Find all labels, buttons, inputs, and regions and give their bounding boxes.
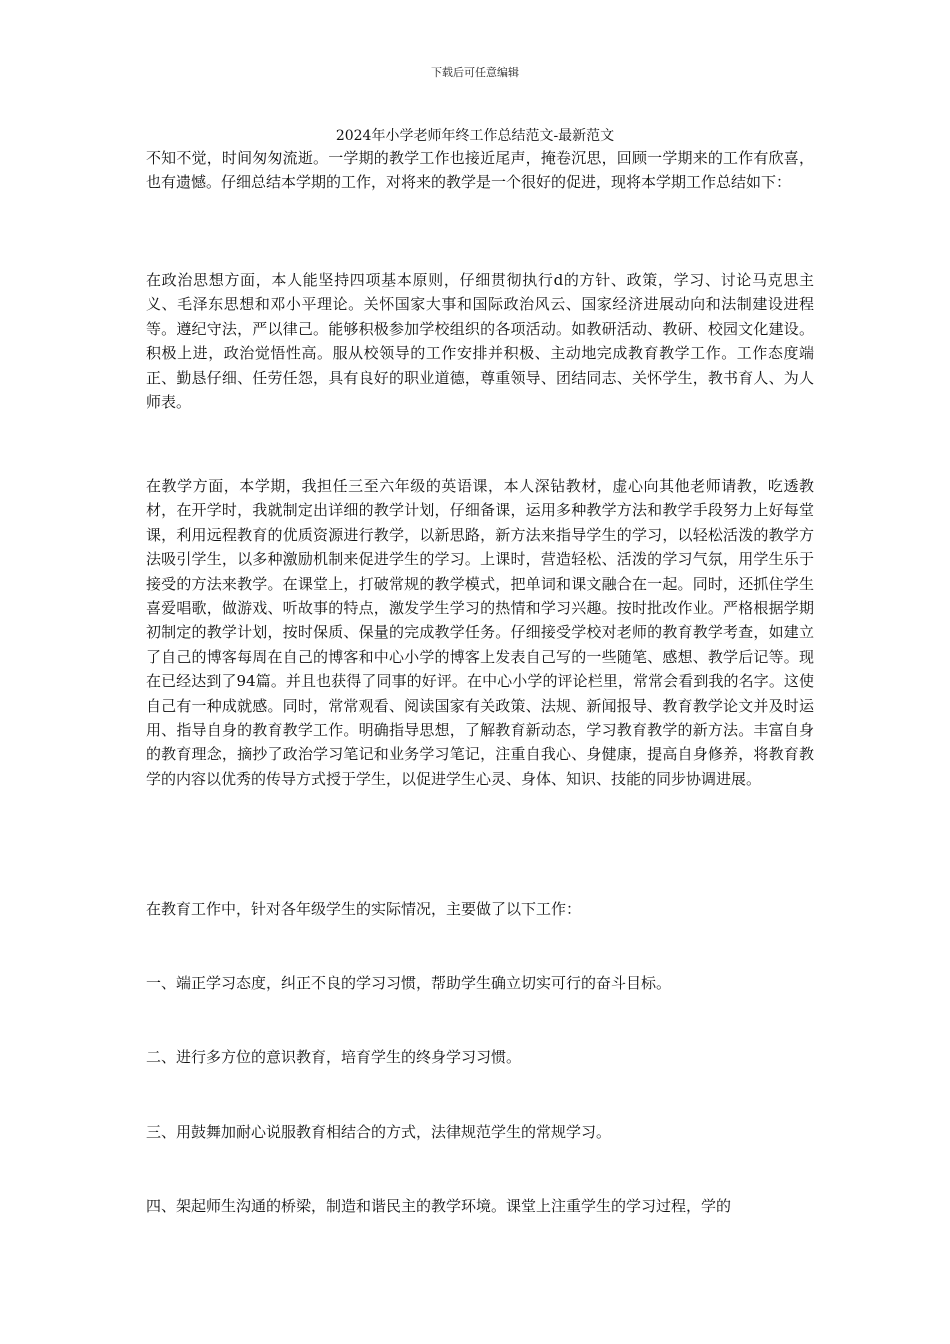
list-item-four: 四、架起师生沟通的桥梁，制造和谐民主的教学环境。课堂上注重学生的学习过程，学的 xyxy=(146,1197,732,1215)
page-header-note: 下载后可任意编辑 xyxy=(431,66,519,79)
list-item-one: 一、端正学习态度，纠正不良的学习习惯，帮助学生确立切实可行的奋斗目标。 xyxy=(146,974,672,992)
teaching-paragraph: 在教学方面，本学期，我担任三至六年级的英语课，本人深钻教材，虚心向其他老师请教，吃透教材，在开学时，我就制定出详细的教学计划，仔细备课，运用多种教学方法和教学手段努力上好每堂课，利用远程教育的优质资源进行教学，以新思路，新方法来指导学生的学习，以轻松活泼的教学方法吸引学生，以多种激励机制来促进学生的学习。上课时，营造轻松、活泼的学习气氛，用学生乐于接受的方法来教学。在课堂上，打破常规的教学模式，把单词和课文融合在一起。同时，还抓住学生喜爱唱歌，做游戏、听故事的特点，激发学生学习的热情和学习兴趣。按时批改作业。严格根据学期初制定的教学计划，按时保质、保量的完成教学任务。仔细接受学校对老师的教育教学考查，如建立了自己的博客每周在自己的博客和中心小学的博客上发表自己写的一些随笔、感想、教学后记等。现在已经达到了94篇。并且也获得了同事的好评。在中心小学的评论栏里，常常会看到我的名字。这使自己有一种成就感。同时，常常观看、阅读国家有关政策、法规、新闻报导、教育教学论文并及时运用、指导自身的教育教学工作。明确指导思想，了解教育新动态，学习教育教学的新方法。丰富自身的教育理念，摘抄了政治学习笔记和业务学习笔记，注重自我心、身健康，提高自身修养，将教育教学的内容以优秀的传导方式授于学生，以促进学生心灵、身体、知识、技能的同步协调进展。 xyxy=(146,477,814,788)
education-work-intro: 在教育工作中，针对各年级学生的实际情况，主要做了以下工作： xyxy=(146,900,582,918)
document-title: 2024年小学老师年终工作总结范文-最新范文 xyxy=(335,128,615,144)
political-thought-paragraph: 在政治思想方面，本人能坚持四项基本原则，仔细贯彻执行d的方针、政策，学习、讨论马克思主义、毛泽东思想和邓小平理论。关怀国家大事和国际政治风云、国家经济进展动向和法制建设进程等。遵纪守法，严以律己。能够积极参加学校组织的各项活动。如教研活动、教研、校园文化建设。积极上进，政治觉悟性高。服从校领导的工作安排并积极、主动地完成教育教学工作。工作态度端正、勤恳仔细、任劳任怨，具有良好的职业道德，尊重领导、团结同志、关怀学生，教书育人、为人师表。 xyxy=(146,271,814,412)
list-item-two: 二、进行多方位的意识教育，培育学生的终身学习习惯。 xyxy=(146,1048,522,1066)
intro-paragraph: 不知不觉，时间匆匆流逝。一学期的教学工作也接近尾声，掩卷沉思，回顾一学期来的工作有欣喜，也有遗憾。仔细总结本学期的工作，对将来的教学是一个很好的促进，现将本学期工作总结如下： xyxy=(146,149,814,192)
list-item-three: 三、用鼓舞加耐心说服教育相结合的方式，法律规范学生的常规学习。 xyxy=(146,1123,612,1141)
